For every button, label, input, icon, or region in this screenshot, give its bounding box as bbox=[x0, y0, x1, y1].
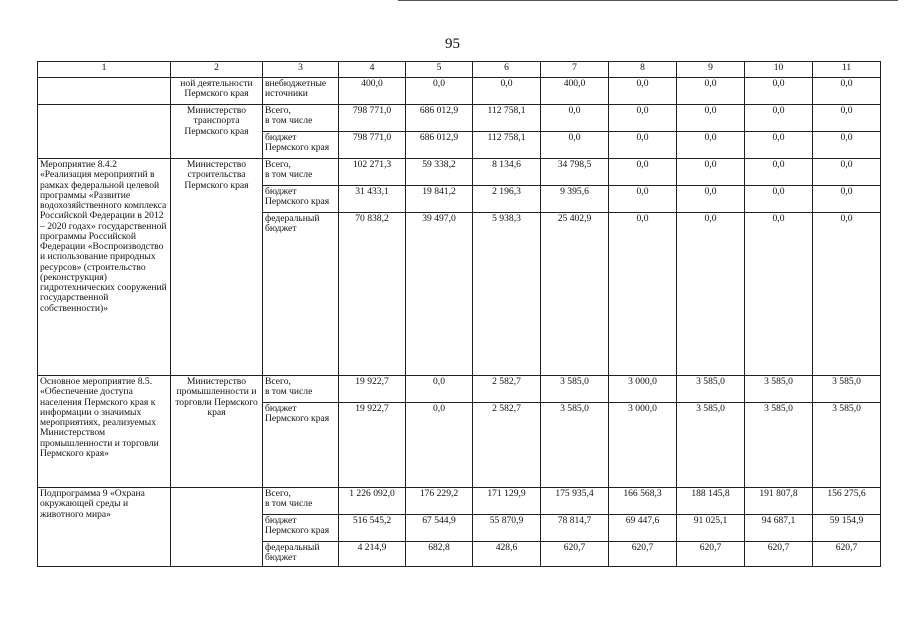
value-cell: 686 012,9 bbox=[406, 132, 473, 159]
funding-source-cell: Всего, в том числе bbox=[263, 105, 339, 132]
executor-cell bbox=[171, 488, 263, 567]
value-cell: 31 433,1 bbox=[339, 186, 406, 213]
value-cell: 9 395,6 bbox=[541, 186, 609, 213]
value-cell: 67 544,9 bbox=[406, 515, 473, 542]
executor-cell: ной деятельности Пермского края bbox=[171, 78, 263, 105]
value-cell: 69 447,6 bbox=[609, 515, 677, 542]
value-cell: 516 545,2 bbox=[339, 515, 406, 542]
funding-source-cell: федеральный бюджет bbox=[263, 542, 339, 567]
value-cell: 34 798,5 bbox=[541, 159, 609, 186]
value-cell: 3 585,0 bbox=[541, 376, 609, 403]
value-cell: 3 585,0 bbox=[745, 376, 813, 403]
activity-name-cell: Подпрограмма 9 «Охрана окружающей среды и животного мира» bbox=[38, 488, 171, 567]
column-number: 5 bbox=[406, 62, 473, 78]
value-cell: 0,0 bbox=[745, 213, 813, 376]
value-cell: 78 814,7 bbox=[541, 515, 609, 542]
column-number: 4 bbox=[339, 62, 406, 78]
value-cell: 94 687,1 bbox=[745, 515, 813, 542]
value-cell: 428,6 bbox=[473, 542, 541, 567]
value-cell: 798 771,0 bbox=[339, 105, 406, 132]
activity-name-cell: Мероприятие 8.4.2 «Реализация мероприятий в рамках федеральной целевой программы «Развитие водохозяйственного комплекса Российской Федерации в 2012 – 2020 годах» государственной программы Российской Федерации «Воспроизводство и использование природных ресурсов» (строительство (реконструкция) гидротехнических сооружений государственной собственности)» bbox=[38, 159, 171, 376]
table-row bbox=[38, 78, 881, 105]
funding-source-cell: Всего, в том числе bbox=[263, 376, 339, 403]
value-cell: 0,0 bbox=[813, 132, 881, 159]
value-cell: 4 214,9 bbox=[339, 542, 406, 567]
value-cell: 3 585,0 bbox=[813, 403, 881, 488]
value-cell: 686 012,9 bbox=[406, 105, 473, 132]
column-number: 6 bbox=[473, 62, 541, 78]
value-cell: 0,0 bbox=[609, 105, 677, 132]
value-cell: 0,0 bbox=[677, 213, 745, 376]
column-number: 1 bbox=[38, 62, 171, 78]
value-cell: 620,7 bbox=[609, 542, 677, 567]
table-row bbox=[38, 159, 881, 186]
executor-cell: Министерство промышленности и торговли Пермского края bbox=[171, 376, 263, 488]
value-cell: 39 497,0 bbox=[406, 213, 473, 376]
table-row bbox=[38, 376, 881, 403]
value-cell: 19 841,2 bbox=[406, 186, 473, 213]
value-cell: 0,0 bbox=[406, 403, 473, 488]
top-rule bbox=[398, 0, 898, 1]
value-cell: 0,0 bbox=[677, 186, 745, 213]
value-cell: 0,0 bbox=[745, 159, 813, 186]
activity-name-cell bbox=[38, 105, 171, 159]
value-cell: 175 935,4 bbox=[541, 488, 609, 515]
value-cell: 682,8 bbox=[406, 542, 473, 567]
value-cell: 112 758,1 bbox=[473, 132, 541, 159]
value-cell: 176 229,2 bbox=[406, 488, 473, 515]
column-number: 3 bbox=[263, 62, 339, 78]
table-row bbox=[38, 488, 881, 515]
value-cell: 2 582,7 bbox=[473, 403, 541, 488]
funding-source-cell: федеральный бюджет bbox=[263, 213, 339, 376]
value-cell: 0,0 bbox=[677, 132, 745, 159]
funding-source-cell: бюджет Пермского края bbox=[263, 515, 339, 542]
value-cell: 19 922,7 bbox=[339, 376, 406, 403]
value-cell: 2 196,3 bbox=[473, 186, 541, 213]
funding-source-cell: бюджет Пермского края bbox=[263, 132, 339, 159]
value-cell: 191 807,8 bbox=[745, 488, 813, 515]
value-cell: 0,0 bbox=[677, 78, 745, 105]
value-cell: 3 000,0 bbox=[609, 403, 677, 488]
value-cell: 0,0 bbox=[609, 213, 677, 376]
value-cell: 0,0 bbox=[745, 78, 813, 105]
value-cell: 0,0 bbox=[609, 186, 677, 213]
value-cell: 59 338,2 bbox=[406, 159, 473, 186]
value-cell: 400,0 bbox=[339, 78, 406, 105]
column-number-row bbox=[38, 62, 881, 78]
column-number: 10 bbox=[745, 62, 813, 78]
value-cell: 3 585,0 bbox=[813, 376, 881, 403]
value-cell: 0,0 bbox=[406, 78, 473, 105]
funding-source-cell: Всего, в том числе bbox=[263, 488, 339, 515]
value-cell: 798 771,0 bbox=[339, 132, 406, 159]
value-cell: 0,0 bbox=[541, 132, 609, 159]
value-cell: 3 585,0 bbox=[677, 376, 745, 403]
column-number: 8 bbox=[609, 62, 677, 78]
value-cell: 620,7 bbox=[541, 542, 609, 567]
value-cell: 620,7 bbox=[813, 542, 881, 567]
value-cell: 400,0 bbox=[541, 78, 609, 105]
value-cell: 0,0 bbox=[813, 186, 881, 213]
value-cell: 0,0 bbox=[406, 376, 473, 403]
value-cell: 0,0 bbox=[745, 132, 813, 159]
value-cell: 3 585,0 bbox=[677, 403, 745, 488]
value-cell: 2 582,7 bbox=[473, 376, 541, 403]
value-cell: 0,0 bbox=[813, 78, 881, 105]
value-cell: 0,0 bbox=[745, 186, 813, 213]
value-cell: 8 134,6 bbox=[473, 159, 541, 186]
funding-source-cell: внебюджетные источники bbox=[263, 78, 339, 105]
value-cell: 19 922,7 bbox=[339, 403, 406, 488]
funding-source-cell: бюджет Пермского края bbox=[263, 186, 339, 213]
value-cell: 0,0 bbox=[677, 105, 745, 132]
funding-source-cell: бюджет Пермского края bbox=[263, 403, 339, 488]
value-cell: 3 585,0 bbox=[541, 403, 609, 488]
column-number: 2 bbox=[171, 62, 263, 78]
value-cell: 0,0 bbox=[609, 159, 677, 186]
value-cell: 156 275,6 bbox=[813, 488, 881, 515]
value-cell: 0,0 bbox=[473, 78, 541, 105]
value-cell: 91 025,1 bbox=[677, 515, 745, 542]
column-number: 7 bbox=[541, 62, 609, 78]
value-cell: 171 129,9 bbox=[473, 488, 541, 515]
value-cell: 0,0 bbox=[677, 159, 745, 186]
value-cell: 25 402,9 bbox=[541, 213, 609, 376]
value-cell: 3 585,0 bbox=[745, 403, 813, 488]
value-cell: 55 870,9 bbox=[473, 515, 541, 542]
value-cell: 620,7 bbox=[677, 542, 745, 567]
activity-name-cell bbox=[38, 78, 171, 105]
value-cell: 620,7 bbox=[745, 542, 813, 567]
value-cell: 102 271,3 bbox=[339, 159, 406, 186]
value-cell: 3 000,0 bbox=[609, 376, 677, 403]
value-cell: 0,0 bbox=[813, 105, 881, 132]
value-cell: 0,0 bbox=[609, 132, 677, 159]
value-cell: 0,0 bbox=[813, 159, 881, 186]
funding-source-cell: Всего, в том числе bbox=[263, 159, 339, 186]
value-cell: 0,0 bbox=[609, 78, 677, 105]
value-cell: 188 145,8 bbox=[677, 488, 745, 515]
column-number: 9 bbox=[677, 62, 745, 78]
value-cell: 112 758,1 bbox=[473, 105, 541, 132]
value-cell: 59 154,9 bbox=[813, 515, 881, 542]
value-cell: 5 938,3 bbox=[473, 213, 541, 376]
table-row bbox=[38, 105, 881, 132]
page-number: 95 bbox=[445, 36, 460, 52]
executor-cell: Министерство строительства Пермского края bbox=[171, 159, 263, 376]
activity-name-cell: Основное мероприятие 8.5. «Обеспечение доступа населения Пермского края к информации о значимых мероприятиях, реализуемых Министерством промышленности и торговли Пермского края» bbox=[38, 376, 171, 488]
value-cell: 166 568,3 bbox=[609, 488, 677, 515]
value-cell: 0,0 bbox=[813, 213, 881, 376]
column-number: 11 bbox=[813, 62, 881, 78]
executor-cell: Министерство транспорта Пермского края bbox=[171, 105, 263, 159]
value-cell: 70 838,2 bbox=[339, 213, 406, 376]
value-cell: 1 226 092,0 bbox=[339, 488, 406, 515]
value-cell: 0,0 bbox=[745, 105, 813, 132]
budget-table bbox=[37, 61, 881, 567]
value-cell: 0,0 bbox=[541, 105, 609, 132]
